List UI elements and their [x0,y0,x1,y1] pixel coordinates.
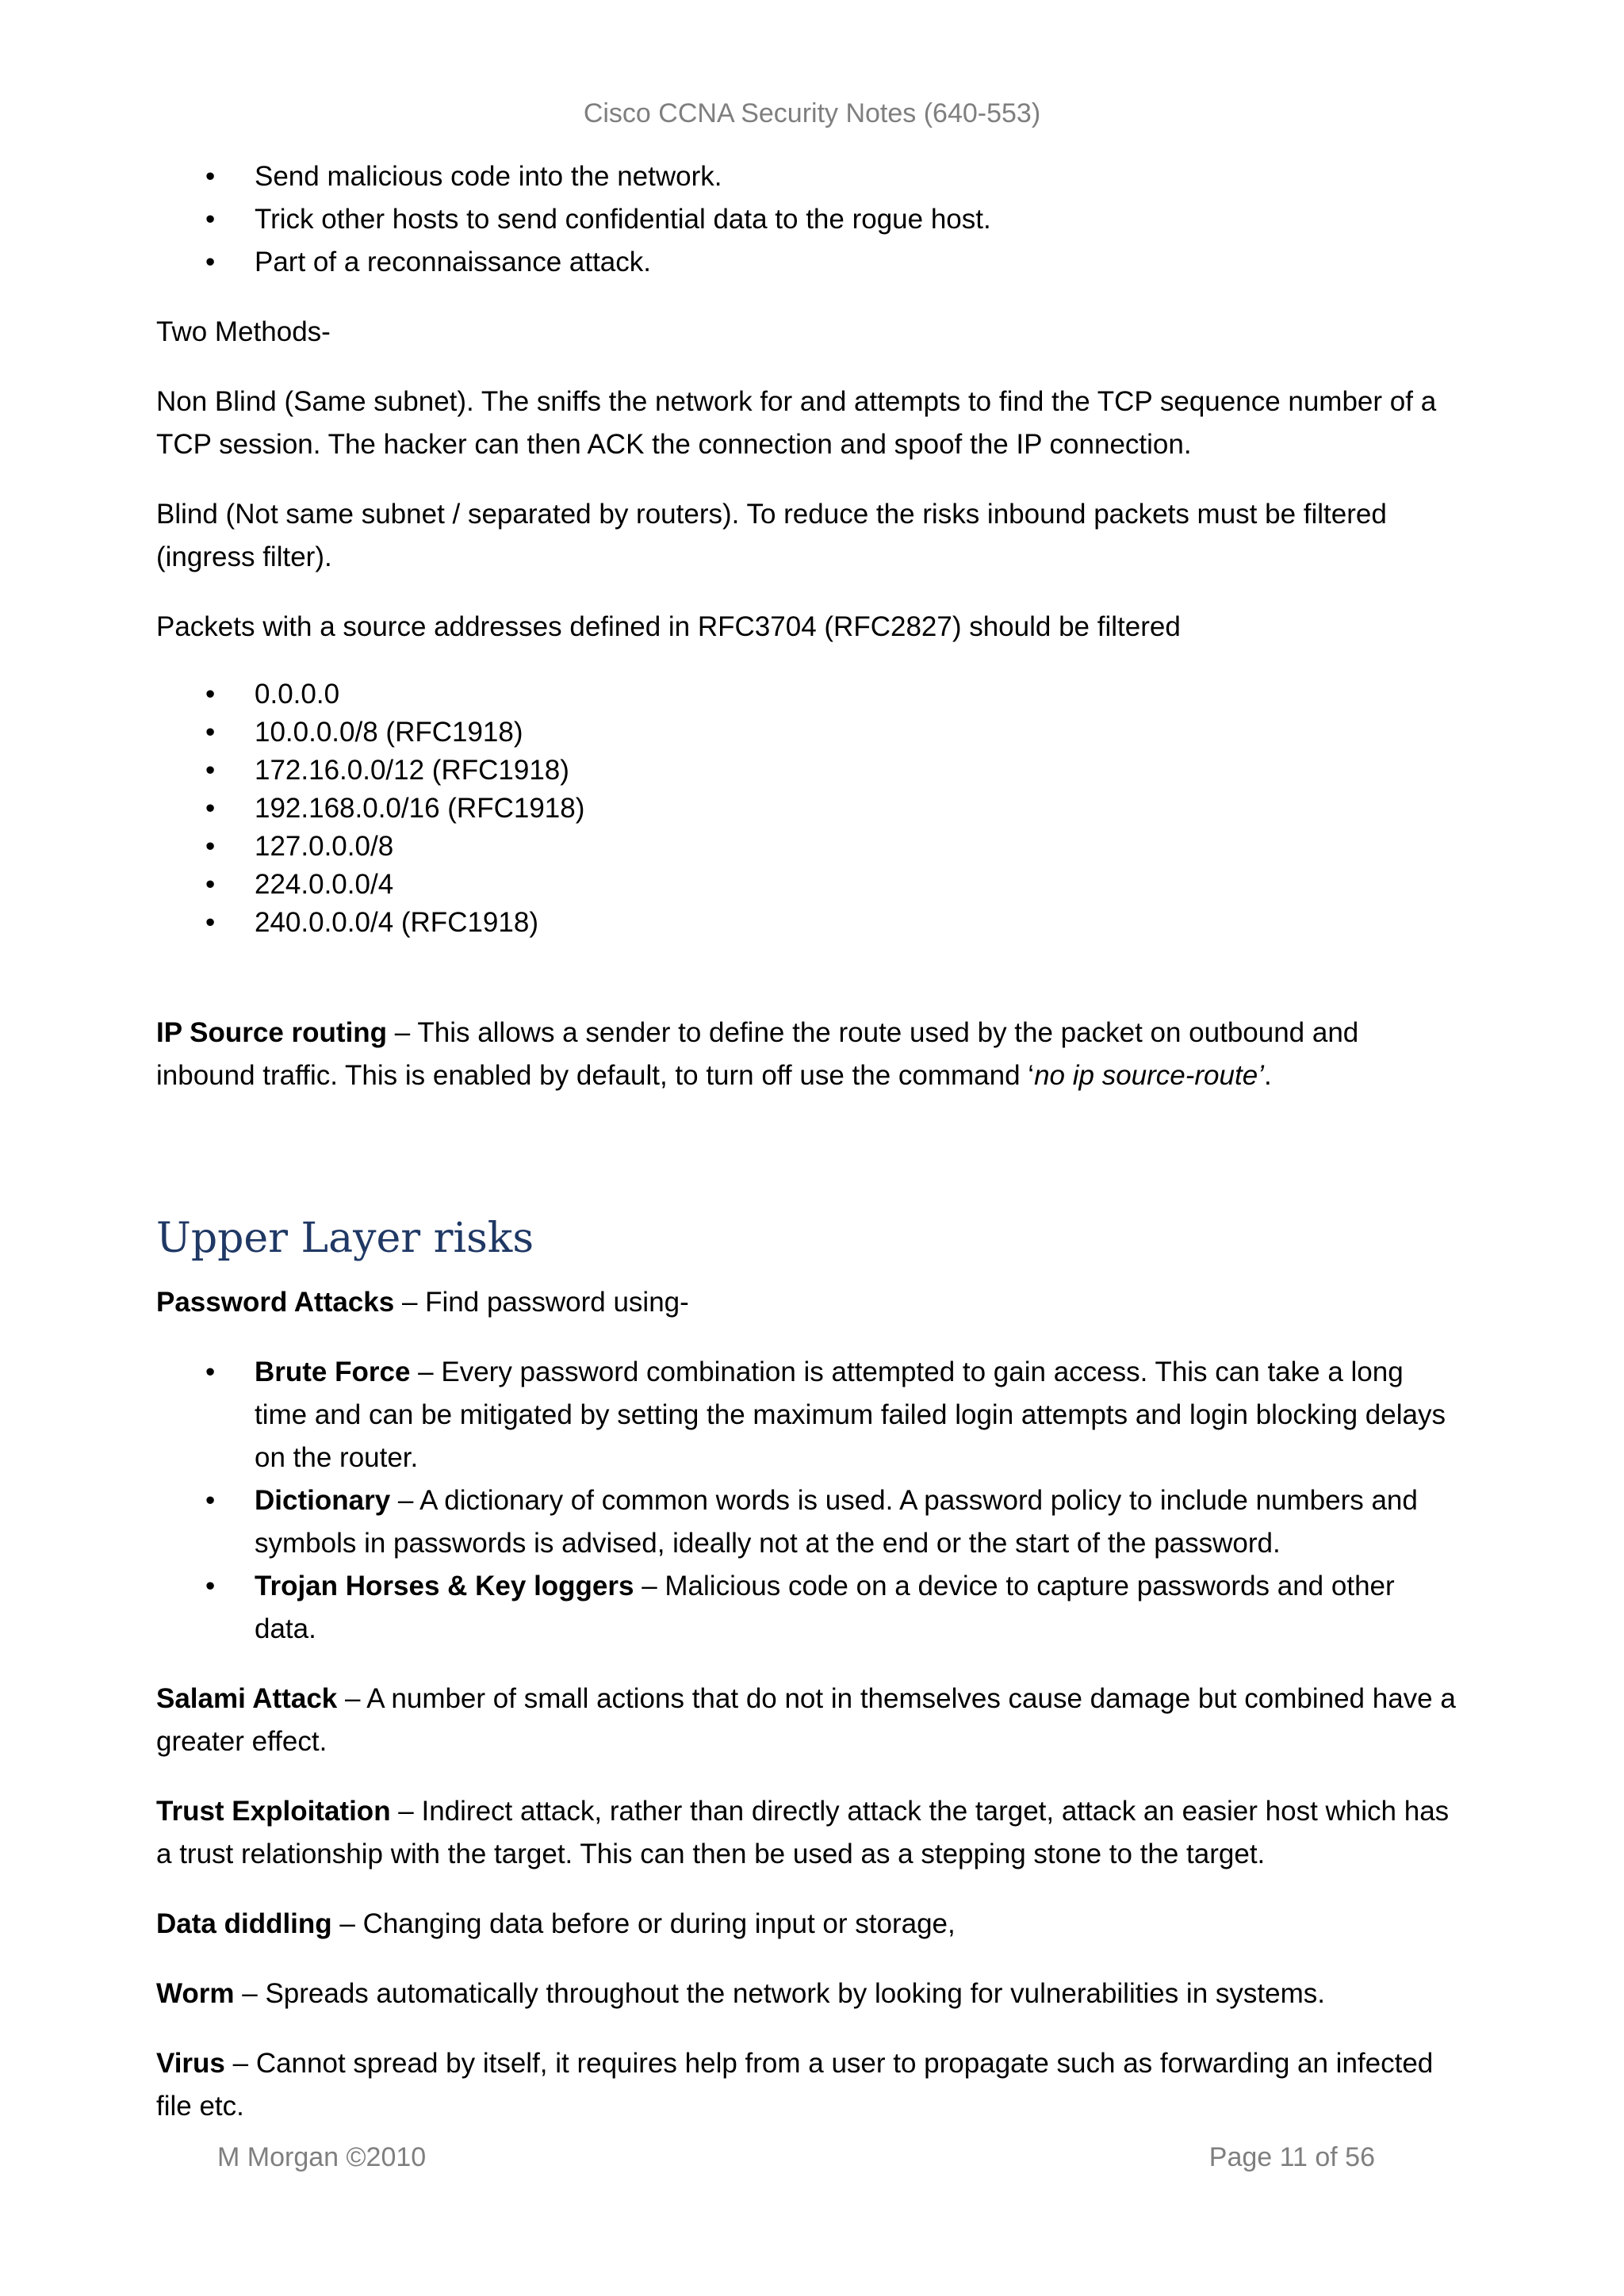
definition-term: Salami Attack [156,1683,338,1714]
method-text: – A dictionary of common words is used. A password policy to include numbers and symbols in passwords is advised, ideally not at the end or the start of the password. [255,1485,1418,1559]
definition-paragraph [156,1903,1457,1946]
method-term: Dictionary [255,1485,391,1516]
definition-text: – Spreads automatically throughout the network by looking for vulnerabilities in systems. [234,1978,1325,2009]
definition-text: – A number of small actions that do not in themselves cause damage but combined have a greater effect. [156,1683,1456,1757]
list-item: • 172.16.0.0/12 (RFC1918) [156,752,1457,790]
footer-page-number: Page 11 of 56 [1208,2142,1375,2172]
definition-paragraph [156,2042,1457,2128]
source-routing-term: IP Source routing [156,1017,388,1048]
list-item: • 240.0.0.0/4 (RFC1918) [156,904,1457,942]
method-text: – Every password combination is attempted to gain access. This can take a long time and can be mitigated by setting the maximum failed login attempts and login blocking delays on the router. [255,1357,1446,1473]
list-item: • Send malicious code into the network. [156,155,1457,198]
list-item: • Part of a reconnaissance attack. [156,241,1457,284]
definition-text: – Changing data before or during input or storage, [331,1908,956,1939]
section-heading: Upper Layer risks [156,1215,534,1262]
definition-paragraph [156,1973,1457,2015]
definition-paragraph [156,1678,1457,1763]
source-routing-end: . [1263,1060,1272,1091]
definition-term: Data diddling [156,1908,332,1939]
list-item: • Trick other hosts to send confidential data to the rogue host. [156,198,1457,241]
list-item: • 224.0.0.0/4 [156,866,1457,904]
list-item: • 127.0.0.0/8 [156,828,1457,866]
list-item [156,1565,1457,1651]
definition-text: – Indirect attack, rather than directly attack the target, attack an easier host which has a trust relationship with the target. This can then be used as a stepping stone to the target. [156,1796,1450,1869]
definition-paragraph [156,1790,1457,1876]
list-item [156,1351,1457,1479]
list-item: • 0.0.0.0 [156,675,1457,714]
definition-term: Trust Exploitation [156,1796,391,1827]
blind-paragraph: Blind (Not same subnet / separated by routers). To reduce the risks inbound packets must be filtered (ingress filter). [156,499,1387,572]
password-methods-list [156,1351,1457,1651]
method-term: Brute Force [255,1357,411,1387]
definition-text: – Cannot spread by itself, it requires help from a user to propagate such as forwarding an infected file etc. [156,2048,1434,2122]
page-header: Cisco CCNA Security Notes (640-553) [583,98,1041,128]
non-blind-paragraph: Non Blind (Same subnet). The sniffs the network for and attempts to find the TCP sequence number of a TCP session. The hacker can then ACK the connection and spoof the IP connection. [156,386,1437,460]
password-attacks-text: – Find password using- [394,1287,689,1318]
filtered-address-list [156,675,1457,942]
intro-bullet-list [156,155,1457,284]
source-routing-text: – This allows a sender to define the route used by the packet on outbound and inbound traffic. This is enabled by default, to turn off use the command ‘ [156,1017,1359,1091]
source-routing-command: no ip source-route’ [1034,1060,1264,1091]
method-text: – Malicious code on a device to capture passwords and other data. [255,1571,1395,1644]
method-term: Trojan Horses & Key loggers [255,1571,634,1601]
list-item: • 10.0.0.0/8 (RFC1918) [156,714,1457,752]
password-attacks-term: Password Attacks [156,1287,395,1318]
footer-author: M Morgan ©2010 [217,2142,427,2172]
filter-intro-paragraph: Packets with a source addresses defined in RFC3704 (RFC2827) should be filtered [156,611,1181,642]
methods-heading: Two Methods- [156,316,331,347]
list-item: • 192.168.0.0/16 (RFC1918) [156,790,1457,828]
definition-term: Virus [156,2048,225,2079]
page-content [156,155,1457,2155]
source-routing-paragraph [156,1012,1457,1097]
password-attacks-paragraph [156,1281,1457,1324]
list-item [156,1479,1457,1565]
definition-term: Worm [156,1978,235,2009]
